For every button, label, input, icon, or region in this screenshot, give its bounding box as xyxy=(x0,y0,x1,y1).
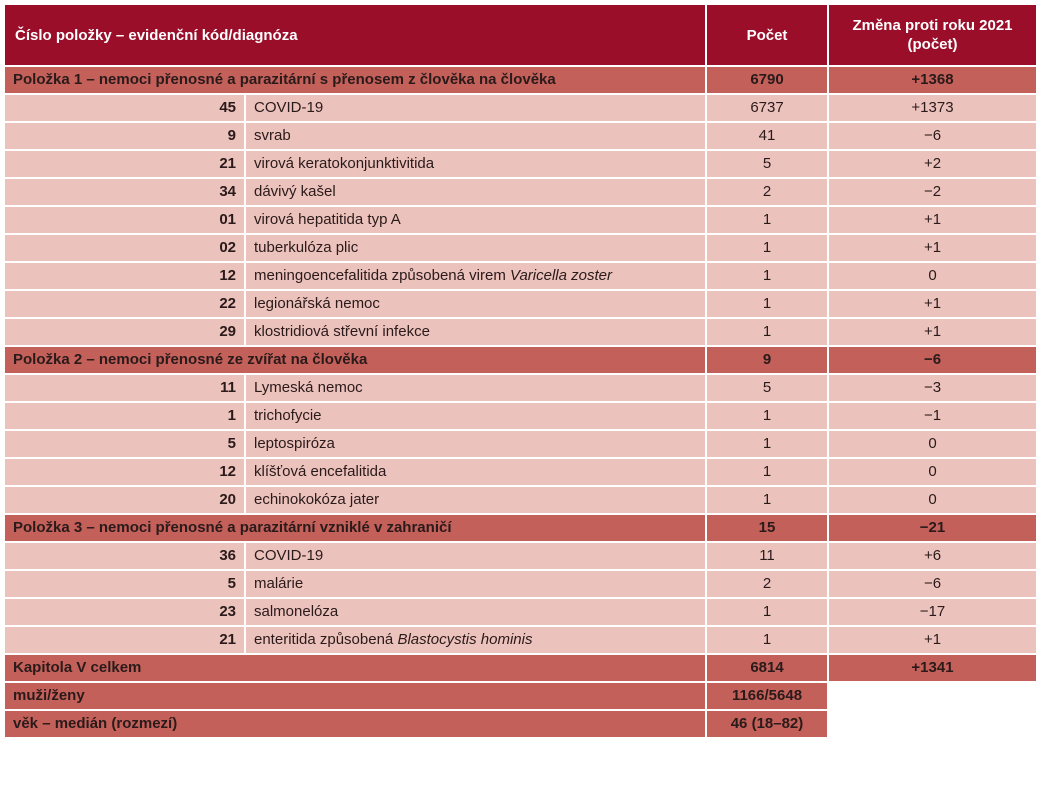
row-change: −1 xyxy=(828,402,1037,430)
table-row xyxy=(4,234,1037,262)
table-header-row xyxy=(4,4,1037,66)
section-title: Položka 3 – nemoci přenosné a parazitární vzniklé v zahraničí xyxy=(4,514,706,542)
row-code: 5 xyxy=(4,570,245,598)
header-count: Počet xyxy=(706,4,828,66)
row-diagnosis xyxy=(245,122,706,150)
section-count: 6790 xyxy=(706,66,828,94)
row-count: 1 xyxy=(706,598,828,626)
row-code: 21 xyxy=(4,626,245,654)
row-change: 0 xyxy=(828,486,1037,514)
table-row xyxy=(4,150,1037,178)
row-diagnosis xyxy=(245,626,706,654)
section-change: −6 xyxy=(828,346,1037,374)
row-code: 34 xyxy=(4,178,245,206)
row-code: 22 xyxy=(4,290,245,318)
row-change: +1373 xyxy=(828,94,1037,122)
row-diagnosis xyxy=(245,542,706,570)
row-change: +1 xyxy=(828,626,1037,654)
empty-cell xyxy=(828,682,1037,710)
row-diagnosis xyxy=(245,94,706,122)
empty-cell xyxy=(828,710,1037,738)
row-count: 6737 xyxy=(706,94,828,122)
totals-label: Kapitola V celkem xyxy=(4,654,706,682)
table-row xyxy=(4,598,1037,626)
header-item-diagnosis: Číslo položky – evidenční kód/diagnóza xyxy=(4,4,706,66)
row-diagnosis xyxy=(245,598,706,626)
row-diagnosis xyxy=(245,486,706,514)
row-count: 1 xyxy=(706,290,828,318)
table-row xyxy=(4,458,1037,486)
header-change-line1: Změna proti roku 2021 xyxy=(852,17,1013,34)
section-count: 9 xyxy=(706,346,828,374)
row-diagnosis xyxy=(245,178,706,206)
table-row xyxy=(4,486,1037,514)
row-diagnosis xyxy=(245,290,706,318)
row-diagnosis-text: Lymeská nemoc xyxy=(254,379,363,396)
table-row xyxy=(4,262,1037,290)
sex-ratio-value: 1166/5648 xyxy=(706,682,828,710)
row-count: 2 xyxy=(706,178,828,206)
row-diagnosis-text: dávivý kašel xyxy=(254,183,336,200)
table-row xyxy=(4,374,1037,402)
row-diagnosis-text: svrab xyxy=(254,127,291,144)
row-diagnosis-text: salmonelóza xyxy=(254,603,339,620)
row-code: 29 xyxy=(4,318,245,346)
row-diagnosis xyxy=(245,234,706,262)
row-code: 45 xyxy=(4,94,245,122)
row-diagnosis-text: virová hepatitida typ A xyxy=(254,211,401,228)
row-change: 0 xyxy=(828,262,1037,290)
row-change: −17 xyxy=(828,598,1037,626)
section-title: Položka 2 – nemoci přenosné ze zvířat na člověka xyxy=(4,346,706,374)
row-diagnosis xyxy=(245,318,706,346)
table-row xyxy=(4,206,1037,234)
header-change xyxy=(828,4,1037,66)
table-row xyxy=(4,122,1037,150)
totals-row xyxy=(4,654,1037,682)
row-change: −6 xyxy=(828,570,1037,598)
table-row xyxy=(4,542,1037,570)
age-value: 46 (18–82) xyxy=(706,710,828,738)
section-change: −21 xyxy=(828,514,1037,542)
row-code: 01 xyxy=(4,206,245,234)
table-row xyxy=(4,318,1037,346)
row-count: 41 xyxy=(706,122,828,150)
section-change: +1368 xyxy=(828,66,1037,94)
diagnosis-table xyxy=(3,3,1038,739)
row-diagnosis xyxy=(245,458,706,486)
row-change: +2 xyxy=(828,150,1037,178)
row-count: 5 xyxy=(706,150,828,178)
row-diagnosis-text: COVID-19 xyxy=(254,99,324,116)
row-change: −3 xyxy=(828,374,1037,402)
row-change: 0 xyxy=(828,458,1037,486)
row-diagnosis-text: klostridiová střevní infekce xyxy=(254,323,430,340)
row-diagnosis-text: legionářská nemoc xyxy=(254,295,380,312)
row-count: 1 xyxy=(706,318,828,346)
table-row xyxy=(4,290,1037,318)
row-diagnosis-text: leptospiróza xyxy=(254,435,335,452)
row-count: 1 xyxy=(706,486,828,514)
row-count: 1 xyxy=(706,262,828,290)
row-change: −6 xyxy=(828,122,1037,150)
row-diagnosis xyxy=(245,206,706,234)
row-code: 9 xyxy=(4,122,245,150)
totals-change: +1341 xyxy=(828,654,1037,682)
section-row xyxy=(4,66,1037,94)
row-code: 5 xyxy=(4,430,245,458)
sex-ratio-label: muži/ženy xyxy=(4,682,706,710)
row-code: 20 xyxy=(4,486,245,514)
row-count: 1 xyxy=(706,458,828,486)
row-code: 1 xyxy=(4,402,245,430)
row-change: +6 xyxy=(828,542,1037,570)
totals-count: 6814 xyxy=(706,654,828,682)
row-count: 1 xyxy=(706,402,828,430)
row-code: 12 xyxy=(4,262,245,290)
row-count: 1 xyxy=(706,430,828,458)
row-diagnosis xyxy=(245,150,706,178)
row-code: 02 xyxy=(4,234,245,262)
row-count: 1 xyxy=(706,626,828,654)
row-change: 0 xyxy=(828,430,1037,458)
row-count: 2 xyxy=(706,570,828,598)
age-row xyxy=(4,710,1037,738)
row-diagnosis xyxy=(245,262,706,290)
table-row xyxy=(4,402,1037,430)
table-row xyxy=(4,626,1037,654)
row-change: −2 xyxy=(828,178,1037,206)
row-count: 5 xyxy=(706,374,828,402)
row-code: 21 xyxy=(4,150,245,178)
section-title: Položka 1 – nemoci přenosné a parazitární s přenosem z člověka na člověka xyxy=(4,66,706,94)
row-change: +1 xyxy=(828,318,1037,346)
table-body xyxy=(4,66,1037,738)
row-count: 1 xyxy=(706,234,828,262)
age-label: věk – medián (rozmezí) xyxy=(4,710,706,738)
table-row xyxy=(4,94,1037,122)
table-row xyxy=(4,570,1037,598)
row-diagnosis-text: trichofycie xyxy=(254,407,322,424)
row-diagnosis-text: meningoencefalitida způsobená virem xyxy=(254,267,510,284)
row-change: +1 xyxy=(828,206,1037,234)
sex-ratio-row xyxy=(4,682,1037,710)
section-row xyxy=(4,346,1037,374)
section-row xyxy=(4,514,1037,542)
table-container xyxy=(3,3,1036,739)
table-row xyxy=(4,430,1037,458)
row-count: 11 xyxy=(706,542,828,570)
header-change-line2: (počet) xyxy=(907,36,958,53)
row-code: 23 xyxy=(4,598,245,626)
row-change: +1 xyxy=(828,290,1037,318)
row-diagnosis xyxy=(245,430,706,458)
row-diagnosis-text: malárie xyxy=(254,575,304,592)
row-diagnosis-italic: Blastocystis hominis xyxy=(397,631,533,648)
row-diagnosis xyxy=(245,402,706,430)
row-diagnosis-italic: Varicella zoster xyxy=(510,267,612,284)
row-diagnosis-text: enteritida způsobená xyxy=(254,631,398,648)
table-row xyxy=(4,178,1037,206)
section-count: 15 xyxy=(706,514,828,542)
row-change: +1 xyxy=(828,234,1037,262)
row-diagnosis-text: COVID-19 xyxy=(254,547,324,564)
row-count: 1 xyxy=(706,206,828,234)
row-diagnosis xyxy=(245,570,706,598)
row-diagnosis-text: klíšťová encefalitida xyxy=(254,463,387,480)
row-diagnosis xyxy=(245,374,706,402)
row-diagnosis-text: virová keratokonjunktivitida xyxy=(254,155,435,172)
row-code: 11 xyxy=(4,374,245,402)
row-diagnosis-text: echinokokóza jater xyxy=(254,491,380,508)
row-diagnosis-text: tuberkulóza plic xyxy=(254,239,359,256)
row-code: 36 xyxy=(4,542,245,570)
row-code: 12 xyxy=(4,458,245,486)
